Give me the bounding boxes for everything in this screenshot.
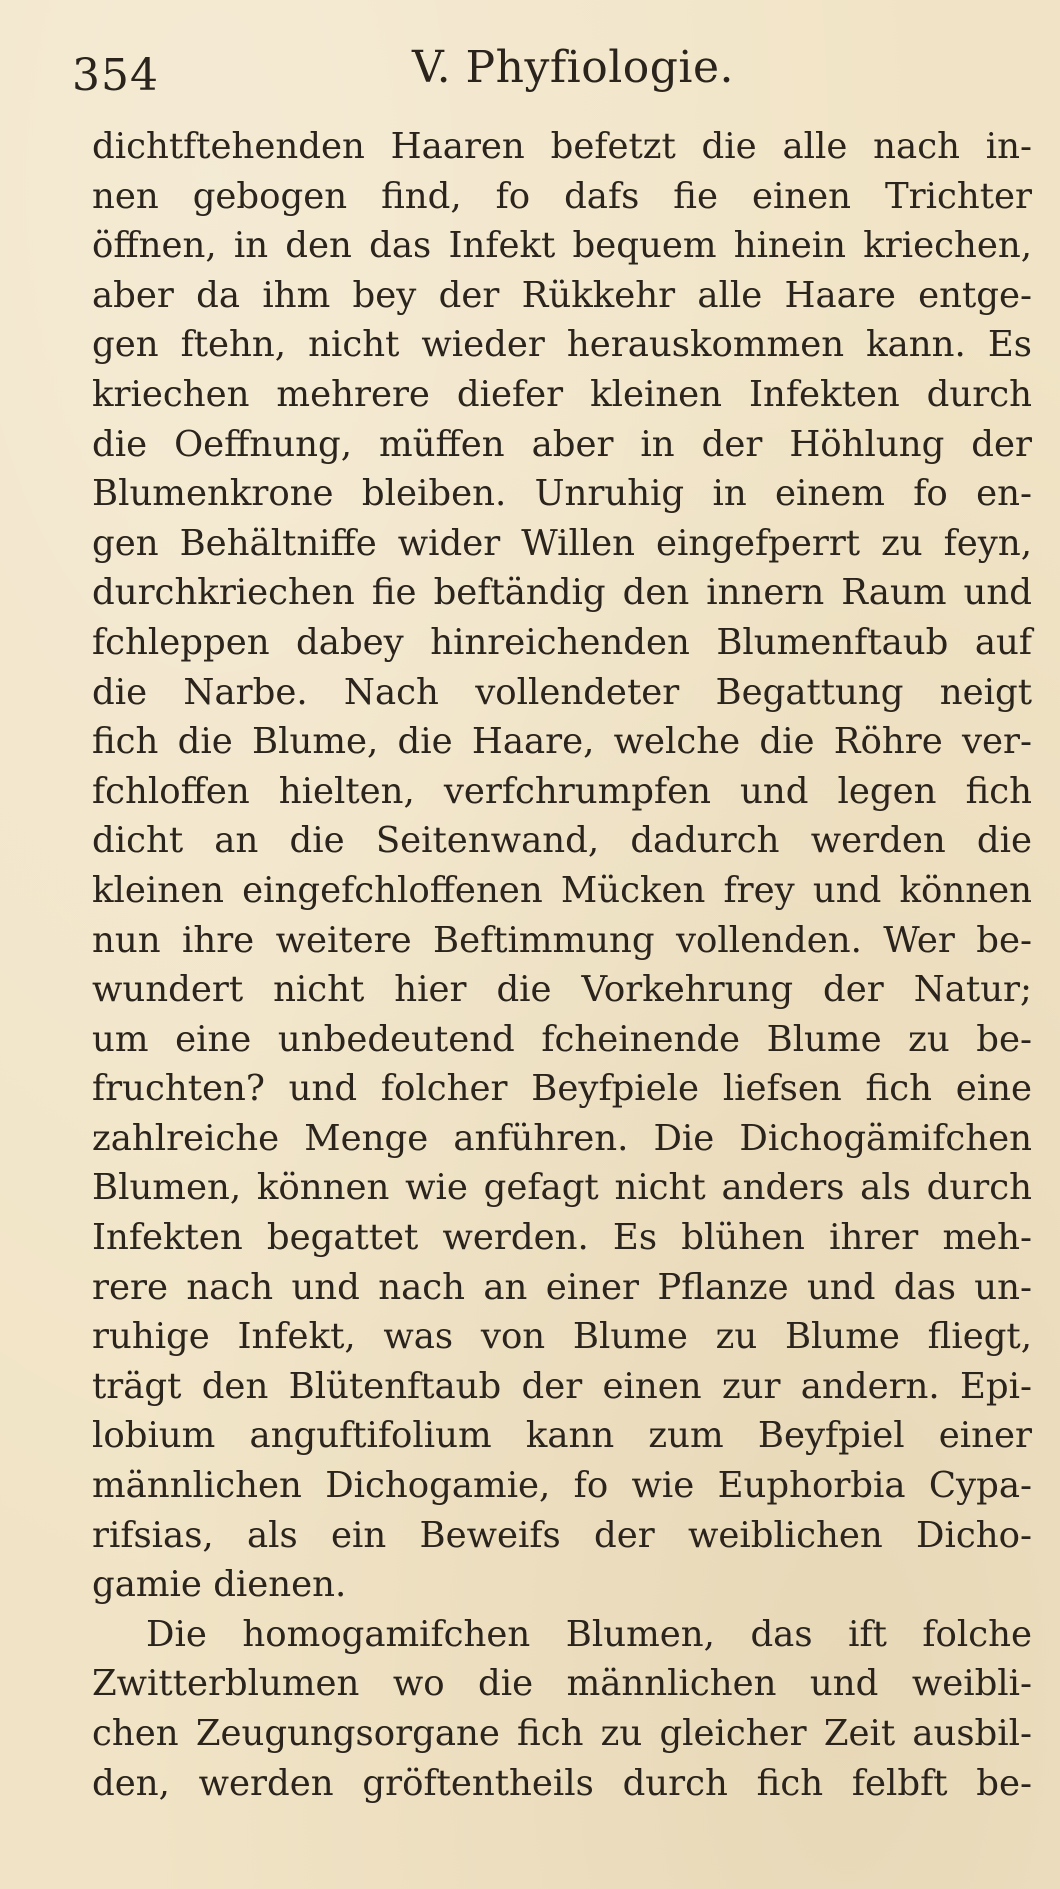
text-line: chen Zeugungsorgane fich zu gleicher Zeit ausbil- — [92, 1713, 1032, 1754]
text-line: Blumenkrone bleiben. Unruhig in einem fo en- — [92, 473, 1032, 515]
text-line: nun ihre weitere Beftimmung vollenden. Wer be- — [92, 919, 1032, 961]
text-line: gen Behältniffe wider Willen eingefperrt zu feyn, — [92, 522, 1032, 564]
text-line: die Oeffnung, müffen aber in der Höhlung der — [92, 423, 1032, 465]
text-line: nen gebogen find, fo dafs fie einen Trichter — [92, 175, 1032, 217]
text-line: Die homogamifchen Blumen, das ift folche — [146, 1613, 1032, 1655]
text-line: ruhige Infekt, was von Blume zu Blume fliegt, — [92, 1316, 1032, 1358]
text-line: fich die Blume, die Haare, welche die Röhre ver- — [92, 721, 1032, 763]
text-line: aber da ihm bey der Rükkehr alle Haare entge- — [92, 274, 1032, 316]
text-line: den, werden gröftentheils durch fich felbft be- — [92, 1762, 1032, 1804]
text-line: gen ftehn, nicht wieder herauskommen kann. Es — [92, 324, 1032, 366]
body-text — [92, 122, 1032, 1808]
text-line: fruchten? und folcher Beyfpiele liefsen fich eine — [92, 1068, 1032, 1110]
text-line: zahlreiche Menge anführen. Die Dichogämifchen — [92, 1117, 1032, 1159]
text-line: trägt den Blütenftaub der einen zur andern. Epi- — [92, 1365, 1032, 1407]
paragraph-1 — [92, 122, 1032, 1610]
text-line: öffnen, in den das Infekt bequem hinein kriechen, — [92, 225, 1032, 267]
page-header — [72, 42, 1020, 112]
paragraph-2 — [92, 1610, 1032, 1808]
text-line: männlichen Dichogamie, fo wie Euphorbia Cypa- — [92, 1465, 1032, 1507]
text-line: Blumen, können wie gefagt nicht anders als durch — [92, 1167, 1032, 1209]
text-line: dicht an die Seitenwand, dadurch werden die — [92, 820, 1032, 862]
text-line: dichtftehenden Haaren befetzt die alle nach in- — [92, 126, 1032, 167]
text-line: Infekten begattet werden. Es blühen ihrer meh- — [92, 1217, 1032, 1259]
text-line: um eine unbedeutend fcheinende Blume zu be- — [92, 1018, 1032, 1060]
text-line: rifsias, als ein Beweifs der weiblichen Dicho- — [92, 1514, 1032, 1556]
text-line: fchleppen dabey hinreichenden Blumenftaub auf — [92, 621, 1032, 663]
text-line: gamie dienen. — [92, 1564, 347, 1606]
page-number: 354 — [72, 50, 159, 101]
text-line: fchloffen hielten, verfchrumpfen und legen fich — [92, 770, 1032, 812]
text-line: durchkriechen fie beftändig den innern Raum und — [92, 572, 1032, 614]
text-line: lobium anguftifolium kann zum Beyfpiel einer — [92, 1415, 1032, 1457]
text-line: die Narbe. Nach vollendeter Begattung neigt — [92, 671, 1032, 713]
text-line: rere nach und nach an einer Pflanze und das un- — [92, 1266, 1032, 1308]
text-line: kleinen eingefchloffenen Mücken frey und können — [92, 869, 1032, 911]
text-line: Zwitterblumen wo die männlichen und weibli- — [92, 1663, 1032, 1705]
text-line: kriechen mehrere diefer kleinen Infekten durch — [92, 373, 1032, 415]
running-head: V. Phyfiologie. — [412, 42, 735, 93]
text-line: wundert nicht hier die Vorkehrung der Natur; — [92, 969, 1032, 1011]
